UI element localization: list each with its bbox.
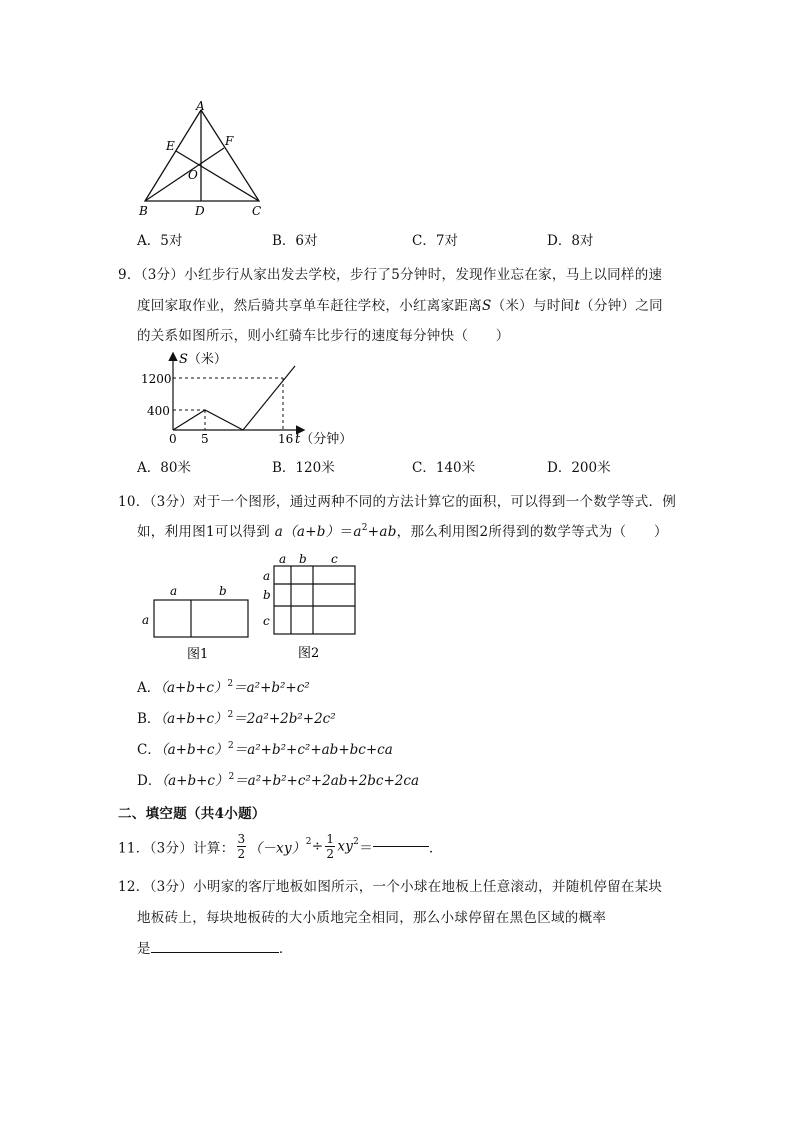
q10-figure-2 [258, 550, 363, 662]
q8-label-a: A [196, 99, 205, 113]
q8-option-a[interactable]: A．5对 [137, 233, 183, 249]
q10-option-a[interactable]: A．$(a+b+c)^2=a^2+b^2+c^2$ [137, 679, 310, 696]
q10-option-c[interactable]: C．$(a+b+c)^2=a^2+b^2+c^2+ab+bc+ca$ [137, 741, 393, 758]
q11-fraction-1: $\frac{3}{2}$ [237, 832, 246, 861]
q9-text-line1: 9．（3分）小红步行从家出发去学校，步行了5分钟时，发现作业忘在家，马上以同样的速 [118, 267, 663, 283]
q8-option-b[interactable]: B．6对 [272, 233, 318, 249]
q8-label-b: B [139, 204, 148, 218]
fig2-label-a-top: a [279, 552, 287, 566]
q9-y-tick-400: 400 [147, 404, 170, 418]
q8-label-d: D [195, 204, 205, 218]
q9-x-tick-0: 0 [169, 432, 177, 446]
q9-x-tick-5: 5 [201, 432, 209, 446]
fig2-label-c-side: c [263, 614, 270, 628]
q11-fraction-2: $\frac{1}{2}$ [326, 832, 335, 861]
q10-option-b[interactable]: B．$(a+b+c)^2=2a^2+2b^2+2c^2$ [137, 710, 336, 727]
q9-y-axis-label: S（米） [179, 352, 227, 367]
q10-text-line2: 如，利用图1可以得到 $a(a+b)=a^2+ab$，那么利用图2所得到的数学等式为（ ） [137, 523, 668, 540]
fig2-label-c-top: c [331, 552, 338, 566]
q12-answer-blank[interactable] [151, 938, 279, 953]
fig2-label-a-side: a [263, 569, 271, 583]
fig1-label-a-top: a [170, 584, 178, 598]
q8-label-o: O [188, 168, 198, 182]
q9-option-d[interactable]: D．200米 [547, 460, 611, 476]
fig2-label-b-side: b [263, 588, 271, 602]
fig1-label-b-top: b [219, 584, 227, 598]
q9-text-line3: 的关系如图所示，则小红骑车比步行的速度每分钟快（ ） [137, 328, 510, 344]
q10-option-d[interactable]: D．$(a+b+c)^2=a^2+b^2+c^2+2ab+2bc+2ca$ [137, 772, 420, 789]
fig2-caption: 图2 [298, 646, 320, 661]
q10-text-line1: 10．（3分）对于一个图形，通过两种不同的方法计算它的面积，可以得到一个数学等式．例 [118, 494, 677, 510]
q8-option-c[interactable]: C．7对 [412, 233, 458, 249]
q9-y-tick-1200: 1200 [141, 372, 172, 386]
q12-text-line3: 是 ． [137, 937, 293, 957]
section-2-title: 二、填空题（共4小题） [118, 806, 266, 822]
q8-label-e: E [166, 139, 175, 153]
fig2-label-b-top: b [299, 552, 307, 566]
q10-figure-1 [135, 580, 260, 662]
q9-x-tick-16: 16 [278, 432, 294, 446]
q11-answer-blank[interactable] [373, 846, 429, 847]
q9-option-b[interactable]: B．120米 [272, 460, 335, 476]
fig1-label-a-side: a [142, 613, 150, 627]
fig1-caption: 图1 [187, 647, 209, 662]
q8-label-f: F [225, 134, 234, 148]
q9-option-a[interactable]: A．80米 [137, 460, 191, 476]
q12-text-line2: 地板砖上，每块地板砖的大小质地完全相同，那么小球停留在黑色区域的概率 [137, 910, 607, 926]
q9-x-axis-label: t（分钟） [295, 432, 353, 447]
q8-option-d[interactable]: D．8对 [547, 233, 594, 249]
q11-text: 11．（3分）计算： $\frac{3}{2}$ $(-xy)^2\div$ $\frac{1}{2}$ $xy^2=$ ． [118, 832, 443, 861]
q12-text-line1: 12．（3分）小明家的客厅地板如图所示，一个小球在地板上任意滚动，并随机停留在某块 [118, 879, 663, 895]
q9-distance-time-graph [135, 348, 365, 450]
q9-text-line2: 度回家取作业，然后骑共享单车赶往学校，小红离家距离S（米）与时间t（分钟）之同 [137, 298, 663, 314]
q8-label-c: C [252, 204, 262, 218]
q8-triangle-figure [130, 98, 280, 220]
q9-option-c[interactable]: C．140米 [412, 460, 476, 476]
